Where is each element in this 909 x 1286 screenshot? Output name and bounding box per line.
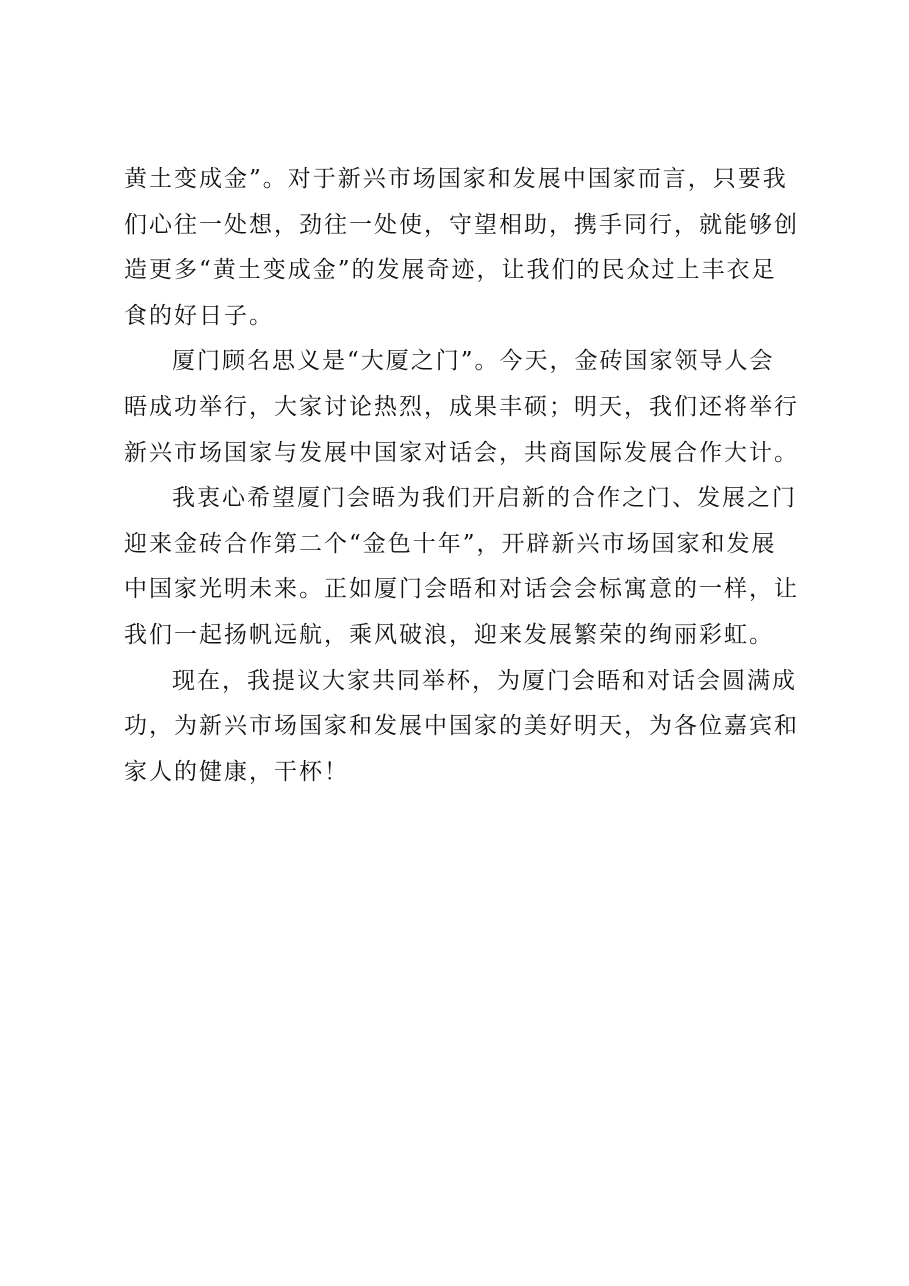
paragraph-2 [124, 339, 797, 476]
text-line: 现在，我提议大家共同举杯，为厦门会晤和对话会圆满成 [172, 667, 797, 694]
paragraph-4 [124, 659, 797, 796]
text-line: 新兴市场国家与发展中国家对话会，共商国际发展合作大计。 [124, 439, 799, 466]
text-line: 中国家光明未来。正如厦门会晤和对话会会标寓意的一样，让 [124, 576, 799, 603]
text-line: 黄土变成金”。对于新兴市场国家和发展中国家而言，只要我 [124, 166, 788, 192]
text-line: 我衷心希望厦门会晤为我们开启新的合作之门、发展之门 [172, 485, 797, 512]
text-line: 们心往一处想，劲往一处使，守望相助，携手同行，就能够创 [124, 211, 799, 238]
text-line: 迎来金砖合作第二个“金色十年”，开辟新兴市场国家和发展 [124, 530, 777, 557]
paragraph-1 [124, 157, 797, 339]
text-line: 厦门顾名思义是“大厦之门”。今天，金砖国家领导人会 [172, 348, 775, 375]
text-line: 我们一起扬帆远航，乘风破浪，迎来发展繁荣的绚丽彩虹。 [124, 621, 774, 648]
text-line: 造更多“黄土变成金”的发展奇迹，让我们的民众过上丰衣足 [124, 257, 777, 284]
text-line: 功，为新兴市场国家和发展中国家的美好明天，为各位嘉宾和 [124, 713, 799, 740]
text-line: 食的好日子。 [124, 302, 274, 329]
paragraph-3 [124, 476, 797, 658]
text-line: 晤成功举行，大家讨论热烈，成果丰硕；明天，我们还将举行 [124, 393, 799, 420]
text-line: 家人的健康，干杯！ [124, 758, 349, 785]
speech-text [124, 157, 797, 795]
